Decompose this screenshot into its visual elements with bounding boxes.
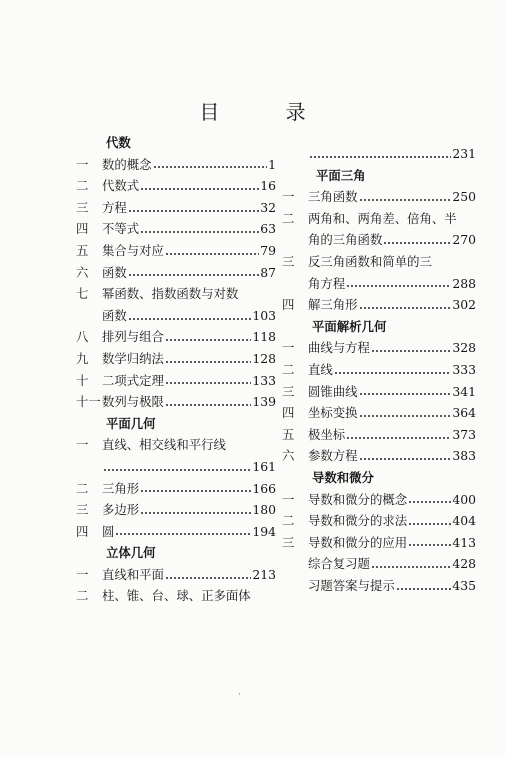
page-number: 79 — [260, 242, 276, 258]
entry-number: 二 — [282, 513, 295, 529]
leader-dots — [128, 202, 259, 214]
toc-entry — [282, 424, 476, 446]
entry-number: 一 — [282, 189, 295, 205]
entry-title: 解三角形 — [308, 297, 358, 313]
entry-title: 代数式 — [102, 178, 140, 194]
leader-dots — [359, 191, 452, 203]
leader-dots — [165, 569, 251, 581]
entry-title: 柱、锥、台、球、正多面体 — [102, 588, 251, 604]
entry-number: 四 — [282, 405, 295, 421]
toc-entry — [282, 575, 476, 597]
entry-number: 四 — [76, 221, 89, 237]
page-number: 400 — [452, 491, 476, 507]
entry-title: 方程 — [102, 199, 127, 215]
section-heading-text: 平面三角 — [316, 167, 366, 183]
section-heading — [282, 165, 476, 187]
toc-entry — [76, 391, 276, 413]
section-heading-text: 立体几何 — [106, 545, 156, 561]
entry-title: 导数和微分的求法 — [308, 513, 408, 529]
entry-number: 九 — [76, 350, 89, 366]
entry-number: 一 — [76, 156, 89, 172]
page-number: 435 — [452, 577, 476, 593]
leader-dots — [128, 310, 252, 322]
entry-title: 数的概念 — [102, 156, 152, 172]
entry-title: 多边形 — [102, 502, 140, 518]
entry-title: 导数和微分的应用 — [308, 534, 408, 550]
entry-title: 习题答案与提示 — [308, 577, 395, 593]
entry-number: 七 — [76, 286, 89, 302]
page-number: 1 — [268, 156, 276, 172]
toc-entry — [76, 154, 276, 176]
entry-title: 反三角函数和简单的三 — [308, 253, 432, 269]
leader-dots — [140, 180, 259, 192]
page-number: 16 — [260, 178, 276, 194]
entry-number: 二 — [76, 480, 89, 496]
page-number: 328 — [452, 340, 476, 356]
toc-entry — [76, 197, 276, 219]
entry-title: 直线 — [308, 361, 333, 377]
leader-dots — [334, 364, 452, 376]
entry-number: 一 — [76, 566, 89, 582]
toc-entry — [76, 326, 276, 348]
toc-entry — [76, 240, 276, 262]
entry-number: 八 — [76, 329, 89, 345]
toc-entry-continuation — [76, 305, 276, 327]
section-heading — [282, 316, 476, 338]
entry-number: 五 — [76, 242, 89, 258]
entry-number: 四 — [76, 523, 89, 539]
section-heading — [76, 413, 276, 435]
toc-entry — [282, 186, 476, 208]
leader-dots — [140, 223, 259, 235]
entry-title: 函数 — [102, 307, 127, 323]
entry-number: 三 — [282, 534, 295, 550]
section-heading — [282, 467, 476, 489]
leader-dots — [346, 429, 451, 441]
entry-title: 数学归纳法 — [102, 350, 164, 366]
page-number: 166 — [252, 480, 276, 496]
entry-number: 六 — [76, 264, 89, 280]
page-number: 180 — [252, 502, 276, 518]
leader-dots — [359, 407, 452, 419]
toc-entry-continuation — [282, 229, 476, 251]
entry-number: 二 — [282, 361, 295, 377]
toc-entry-continuation — [282, 273, 476, 295]
leader-dots — [165, 331, 251, 343]
leader-dots — [165, 245, 259, 257]
page-number: 383 — [452, 448, 476, 464]
entry-title: 直线和平面 — [102, 566, 164, 582]
toc-entry — [282, 337, 476, 359]
section-heading-text: 导数和微分 — [312, 469, 374, 485]
entry-title: 数列与极限 — [102, 394, 164, 410]
page-number: 413 — [452, 534, 476, 550]
page-number: 213 — [252, 566, 276, 582]
entry-title: 曲线与方程 — [308, 340, 370, 356]
leader-dots — [309, 148, 451, 160]
leader-dots — [153, 158, 268, 170]
section-heading-text: 平面几何 — [106, 415, 156, 431]
toc-entry-continuation — [76, 456, 276, 478]
leader-dots — [371, 558, 451, 570]
entry-number: 一 — [282, 340, 295, 356]
entry-title: 排列与组合 — [102, 329, 164, 345]
entry-title: 不等式 — [102, 221, 140, 237]
toc-entry — [76, 585, 276, 607]
entry-number: 二 — [282, 210, 295, 226]
leader-dots — [115, 525, 251, 537]
toc-entry — [282, 208, 476, 230]
page-number: 288 — [452, 275, 476, 291]
toc-left-column — [76, 132, 276, 607]
toc-entry — [282, 402, 476, 424]
entry-title: 导数和微分的概念 — [308, 491, 408, 507]
entry-title: 极坐标 — [308, 426, 346, 442]
page-number: 428 — [452, 556, 476, 572]
toc-entry — [282, 489, 476, 511]
page-number: 250 — [452, 189, 476, 205]
leader-dots — [359, 299, 452, 311]
leader-dots — [165, 396, 251, 408]
entry-number: 十一 — [76, 394, 101, 410]
entry-title: 幂函数、指数函数与对数 — [102, 286, 239, 302]
entry-number: 四 — [282, 297, 295, 313]
page-number: 341 — [452, 383, 476, 399]
leader-dots — [165, 353, 251, 365]
entry-number: 十 — [76, 372, 89, 388]
entry-number: 二 — [76, 588, 89, 604]
toc-entry — [282, 381, 476, 403]
entry-title: 综合复习题 — [308, 556, 370, 572]
toc-entry — [282, 532, 476, 554]
page-speck: · — [238, 690, 241, 700]
leader-dots — [140, 482, 251, 494]
toc-entry — [282, 359, 476, 381]
toc-entry — [76, 175, 276, 197]
leader-dots — [359, 450, 452, 462]
entry-title: 三角函数 — [308, 189, 358, 205]
toc-entry — [76, 434, 276, 456]
leader-dots — [165, 374, 251, 386]
entry-number: 三 — [282, 253, 295, 269]
entry-title: 二项式定理 — [102, 372, 164, 388]
toc-entry — [282, 445, 476, 467]
leader-dots — [408, 515, 451, 527]
entry-number: 一 — [282, 491, 295, 507]
entry-title: 参数方程 — [308, 448, 358, 464]
page-number: 302 — [452, 297, 476, 313]
entry-title: 圆锥曲线 — [308, 383, 358, 399]
toc-entry-continuation — [282, 143, 476, 165]
toc-entry — [76, 218, 276, 240]
section-heading-text: 代数 — [106, 135, 131, 150]
entry-title: 圆 — [102, 523, 115, 539]
toc-entry — [76, 370, 276, 392]
toc-entry — [76, 478, 276, 500]
entry-title: 两角和、两角差、倍角、半 — [308, 210, 457, 226]
toc-entry — [76, 348, 276, 370]
toc-entry — [282, 251, 476, 273]
toc-title: 目 录 — [199, 100, 336, 124]
toc-right-column — [282, 143, 476, 596]
toc-entry — [282, 510, 476, 532]
entry-number: 一 — [76, 437, 89, 453]
entry-title: 集合与对应 — [102, 242, 164, 258]
leader-dots — [128, 266, 259, 278]
leader-dots — [140, 504, 251, 516]
leader-dots — [408, 493, 451, 505]
leader-dots — [408, 536, 451, 548]
leader-dots — [371, 342, 451, 354]
leader-dots — [383, 234, 451, 246]
toc-entry — [282, 294, 476, 316]
entry-title: 直线、相交线和平行线 — [102, 437, 226, 453]
entry-title: 函数 — [102, 264, 127, 280]
entry-title: 坐标变换 — [308, 405, 358, 421]
entry-title: 角的三角函数 — [308, 232, 383, 248]
toc-entry — [76, 521, 276, 543]
page-number: 32 — [260, 199, 276, 215]
section-heading — [76, 542, 276, 564]
entry-number: 三 — [76, 199, 89, 215]
page-number: 128 — [252, 350, 276, 366]
entry-number: 三 — [76, 502, 89, 518]
toc-entry — [282, 553, 476, 575]
page-number: 404 — [452, 513, 476, 529]
toc-entry — [76, 499, 276, 521]
entry-number: 三 — [282, 383, 295, 399]
page-number: 87 — [260, 264, 276, 280]
entry-title: 三角形 — [102, 480, 140, 496]
page-number: 133 — [252, 372, 276, 388]
page-number: 364 — [452, 405, 476, 421]
leader-dots — [346, 277, 451, 289]
leader-dots — [359, 385, 452, 397]
entry-title: 角方程 — [308, 275, 346, 291]
page-number: 333 — [452, 361, 476, 377]
page-number: 118 — [252, 329, 276, 345]
toc-entry — [76, 262, 276, 284]
page-number: 161 — [252, 458, 276, 474]
entry-number: 六 — [282, 448, 295, 464]
page-number: 139 — [252, 394, 276, 410]
section-heading — [76, 132, 276, 154]
toc-entry — [76, 564, 276, 586]
page-number: 194 — [252, 523, 276, 539]
page-number: 270 — [452, 232, 476, 248]
page-number: 63 — [260, 221, 276, 237]
page-number: 231 — [452, 146, 476, 161]
leader-dots — [396, 580, 452, 592]
entry-number: 五 — [282, 426, 295, 442]
toc-entry — [76, 283, 276, 305]
page-number: 373 — [452, 426, 476, 442]
section-heading-text: 平面解析几何 — [312, 318, 387, 334]
page-number: 103 — [252, 307, 276, 323]
leader-dots — [103, 461, 251, 473]
entry-number: 二 — [76, 178, 89, 194]
